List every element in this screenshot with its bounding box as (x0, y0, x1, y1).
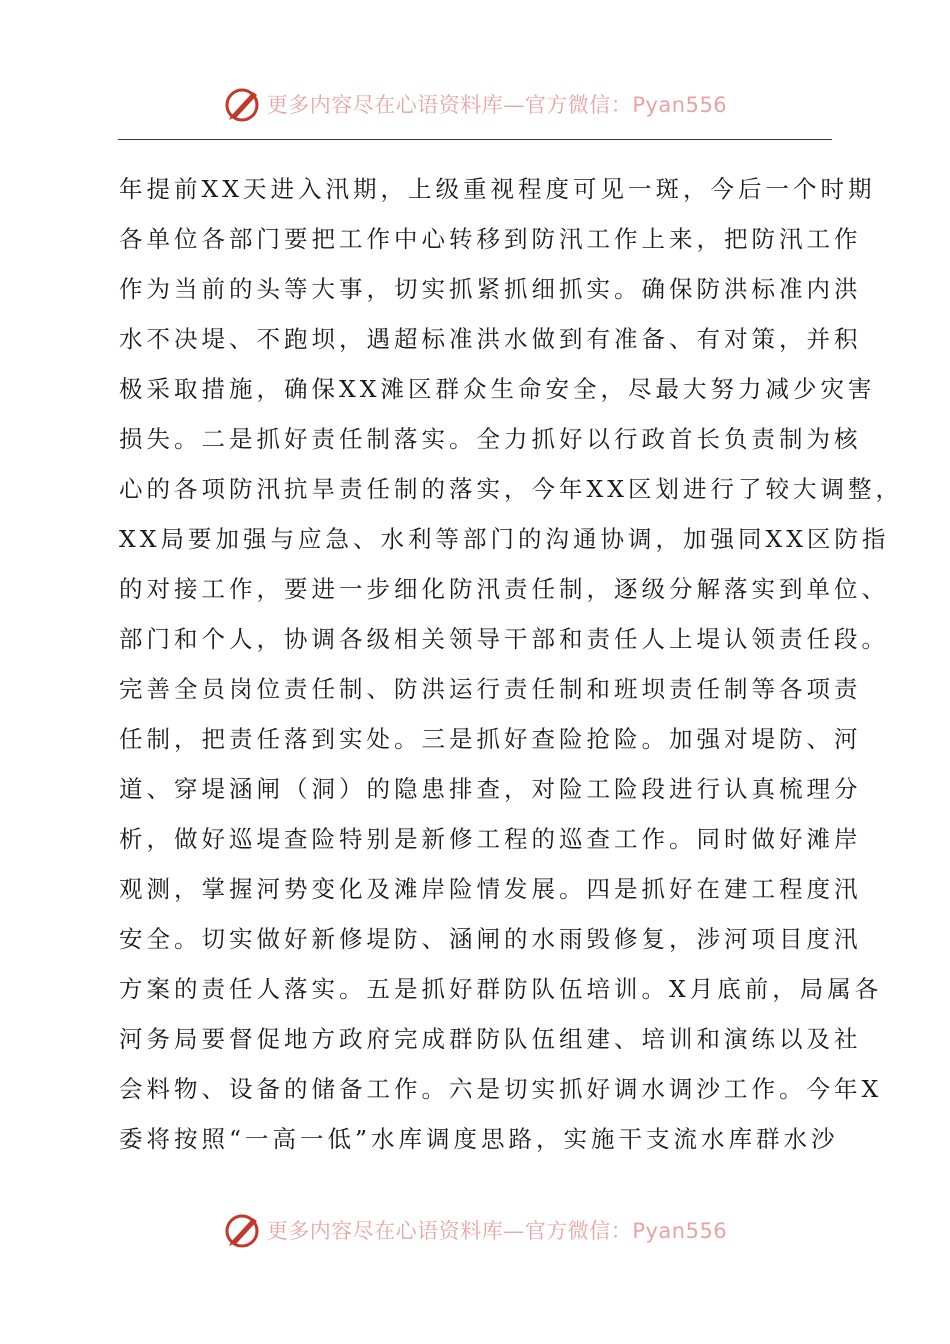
body-line: 道、穿堤涵闸（洞）的隐患排查，对险工险段进行认真梳理分 (119, 775, 862, 803)
body-line: 的对接工作，要进一步细化防汛责任制，逐级分解落实到单位、 (119, 575, 889, 603)
banner-text (267, 1215, 727, 1245)
banner-wechat-id: Pyan556 (632, 1219, 728, 1243)
body-line: 任制，把责任落到实处。三是抓好查险抢险。加强对堤防、河 (119, 725, 862, 753)
body-line: 观测，掌握河势变化及滩岸险情发展。四是抓好在建工程度汛 (119, 875, 862, 903)
banner-site: 更多内容尽在心语资料库 (266, 1219, 504, 1243)
body-line: 各单位各部门要把工作中心转移到防汛工作上来，把防汛工作 (119, 225, 862, 253)
body-line: 极采取措施，确保XX滩区群众生命安全，尽最大努力减少灾害 (119, 375, 876, 403)
header-divider (118, 139, 832, 140)
banner-label: 官方微信： (524, 1219, 633, 1243)
body-line: 完善全员岗位责任制、防洪运行责任制和班坝责任制等各项责 (119, 675, 862, 703)
banner-text (267, 89, 727, 119)
body-line: 方案的责任人落实。五是抓好群防队伍培训。X月底前，局属各 (119, 975, 883, 1003)
banner-dash: — (503, 1219, 525, 1243)
banner-site: 更多内容尽在心语资料库 (266, 93, 504, 117)
body-line: 委将按照“一高一低”水库调度思路，实施干支流水库群水沙 (119, 1125, 839, 1153)
header-banner (0, 82, 950, 126)
body-line: 作为当前的头等大事，切实抓紧抓细抓实。确保防洪标准内洪 (119, 275, 862, 303)
body-line: XX局要加强与应急、水利等部门的沟通协调，加强同XX区防指 (119, 525, 890, 553)
body-line: 安全。切实做好新修堤防、涵闸的水雨毁修复，涉河项目度汛 (119, 925, 862, 953)
pen-logo-icon (223, 84, 263, 124)
banner-wechat-id: Pyan556 (632, 93, 728, 117)
body-line: 年提前XX天进入汛期，上级重视程度可见一斑，今后一个时期 (119, 175, 876, 203)
body-line: 部门和个人，协调各级相关领导干部和责任人上堤认领责任段。 (119, 625, 889, 653)
body-line: 河务局要督促地方政府完成群防队伍组建、培训和演练以及社 (119, 1025, 862, 1053)
body-line: 水不决堤、不跑坝，遇超标准洪水做到有准备、有对策，并积 (119, 325, 862, 353)
body-line: 析，做好巡堤查险特别是新修工程的巡查工作。同时做好滩岸 (119, 825, 862, 853)
document-body (119, 164, 903, 1164)
footer-banner (0, 1208, 950, 1252)
body-line: 会料物、设备的储备工作。六是切实抓好调水调沙工作。今年X (119, 1075, 883, 1103)
banner-label: 官方微信： (524, 93, 633, 117)
banner-dash: — (503, 93, 525, 117)
pen-logo-icon (223, 1210, 263, 1250)
body-line: 心的各项防汛抗旱责任制的落实，今年XX区划进行了较大调整， (119, 475, 903, 503)
body-line: 损失。二是抓好责任制落实。全力抓好以行政首长负责制为核 (119, 425, 862, 453)
